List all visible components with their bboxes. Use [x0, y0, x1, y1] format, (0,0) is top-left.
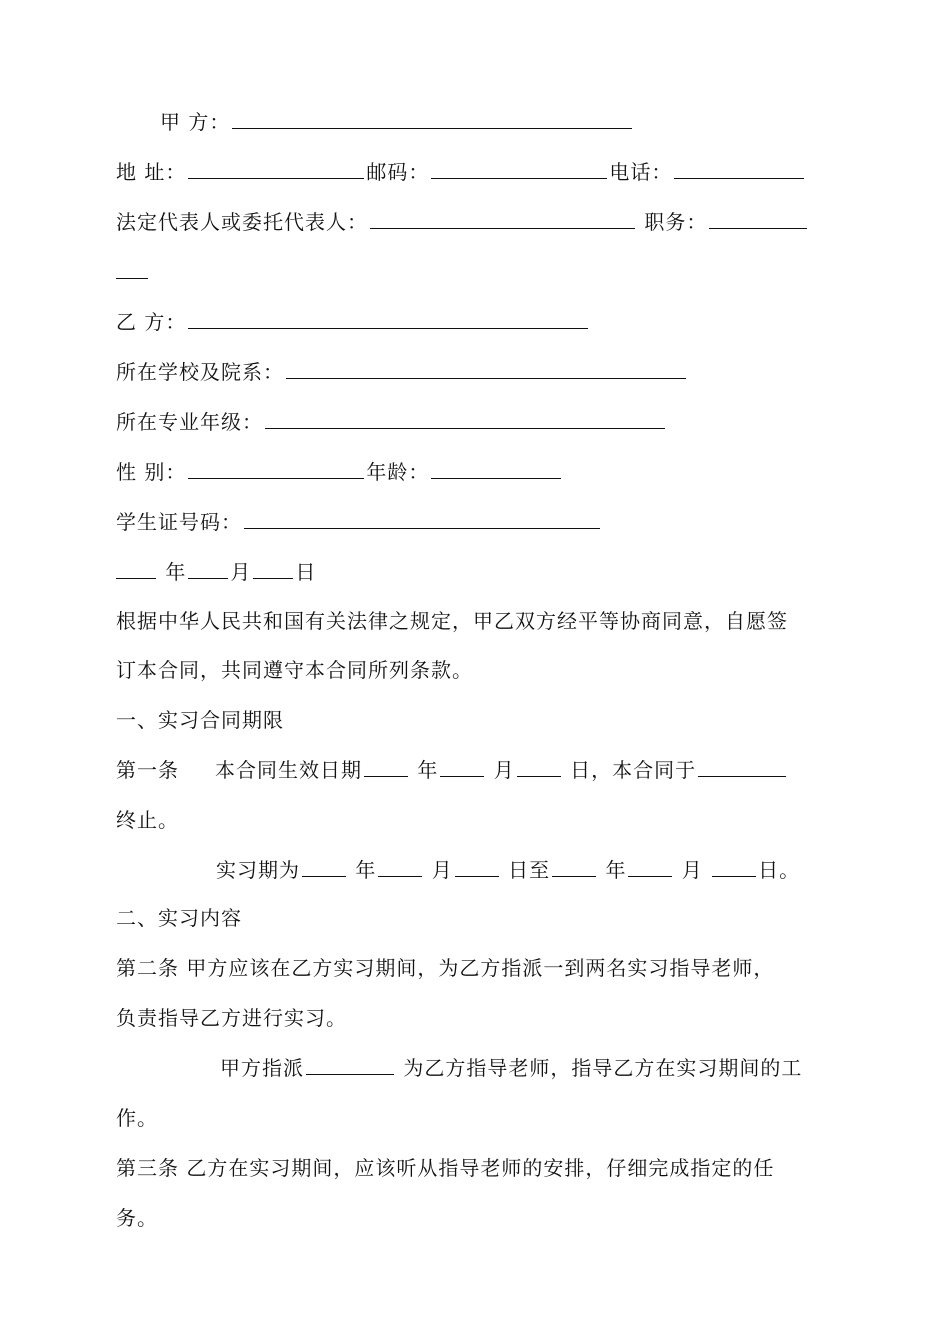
gender-blank[interactable] — [188, 458, 364, 479]
representative-label: 法定代表人或委托代表人： — [116, 210, 368, 234]
date-month-blank[interactable] — [188, 558, 228, 579]
postcode-blank[interactable] — [431, 158, 607, 179]
party-b-label: 乙 方： — [116, 310, 187, 334]
assign-teacher-line — [220, 1054, 840, 1082]
period-end-month-label: 月 — [681, 858, 703, 882]
article-3-line-1: 第三条 乙方在实习期间，应该听从指导老师的安排，仔细完成指定的任 — [116, 1156, 775, 1180]
article-1-text: 本合同生效日期 — [215, 758, 362, 782]
period-start-month-label: 月 — [431, 858, 453, 882]
period-end-month-blank[interactable] — [628, 856, 672, 877]
position-label: 职务： — [644, 210, 708, 234]
effective-day-blank[interactable] — [517, 756, 561, 777]
address-blank[interactable] — [188, 158, 364, 179]
gender-label: 性 别： — [116, 460, 187, 484]
effective-year-label: 年 — [417, 758, 439, 782]
major-line — [116, 408, 840, 436]
representative-blank[interactable] — [370, 208, 635, 229]
date-month-label: 月 — [230, 560, 252, 584]
gender-line — [116, 458, 840, 486]
date-year-blank[interactable] — [116, 558, 156, 579]
party-a-label: 甲 方： — [160, 110, 231, 134]
period-start-year-blank[interactable] — [302, 856, 346, 877]
period-day-end-label: 日。 — [758, 858, 801, 882]
date-line — [116, 558, 840, 586]
termination-blank[interactable] — [698, 756, 786, 777]
party-b-blank[interactable] — [188, 308, 588, 329]
period-end-year-blank[interactable] — [552, 856, 596, 877]
assign-teacher-line-2: 作。 — [116, 1106, 158, 1130]
position-blank[interactable] — [709, 208, 807, 229]
postcode-label: 邮码： — [366, 160, 430, 184]
age-label: 年龄： — [366, 460, 430, 484]
article-2-line-1: 第二条 甲方应该在乙方实习期间，为乙方指派一到两名实习指导老师， — [116, 956, 775, 980]
teacher-name-blank[interactable] — [306, 1054, 394, 1075]
effective-year-blank[interactable] — [364, 756, 408, 777]
article-1-end-line: 终止。 — [116, 808, 179, 832]
assign-label: 甲方指派 — [220, 1056, 304, 1080]
school-label: 所在学校及院系： — [116, 360, 284, 384]
date-year-label: 年 — [165, 560, 187, 584]
date-day-blank[interactable] — [253, 558, 293, 579]
period-start-day-blank[interactable] — [455, 856, 499, 877]
section-1-title: 一、实习合同期限 — [116, 708, 284, 732]
period-start-year-label: 年 — [355, 858, 377, 882]
position-continuation-line — [116, 258, 840, 286]
period-label: 实习期为 — [216, 858, 300, 882]
party-a-blank[interactable] — [232, 108, 632, 129]
effective-day-label: 日，本合同于 — [570, 758, 697, 782]
date-day-label: 日 — [295, 560, 317, 584]
phone-label: 电话： — [609, 160, 673, 184]
party-a-line — [160, 108, 840, 136]
age-blank[interactable] — [431, 458, 561, 479]
student-id-line — [116, 508, 840, 536]
period-start-month-blank[interactable] — [378, 856, 422, 877]
effective-month-blank[interactable] — [440, 756, 484, 777]
school-blank[interactable] — [286, 358, 686, 379]
period-end-day-blank[interactable] — [712, 856, 756, 877]
address-label: 地 址： — [116, 160, 187, 184]
effective-month-label: 月 — [493, 758, 515, 782]
student-id-blank[interactable] — [244, 508, 600, 529]
school-line — [116, 358, 840, 386]
period-end-year-label: 年 — [605, 858, 627, 882]
internship-period-line — [216, 856, 840, 884]
preamble-line-1: 根据中华人民共和国有关法律之规定，甲乙双方经平等协商同意，自愿签 — [116, 609, 788, 633]
article-3-line-2: 务。 — [116, 1206, 158, 1230]
major-blank[interactable] — [265, 408, 665, 429]
phone-blank[interactable] — [674, 158, 804, 179]
preamble-line-2: 订本合同，共同遵守本合同所列条款。 — [116, 658, 473, 682]
assign-text: 为乙方指导老师，指导乙方在实习期间的工 — [403, 1056, 803, 1080]
representative-line — [116, 208, 840, 236]
student-id-label: 学生证号码： — [116, 510, 242, 534]
major-label: 所在专业年级： — [116, 410, 263, 434]
article-1-label: 第一条 — [116, 758, 179, 782]
section-2-title: 二、实习内容 — [116, 906, 242, 930]
party-b-line — [116, 308, 840, 336]
period-day-to-label: 日至 — [508, 858, 551, 882]
article-1-line — [116, 756, 840, 784]
position-blank-continued[interactable] — [116, 258, 148, 279]
article-2-line-2: 负责指导乙方进行实习。 — [116, 1006, 347, 1030]
address-line — [116, 158, 840, 186]
